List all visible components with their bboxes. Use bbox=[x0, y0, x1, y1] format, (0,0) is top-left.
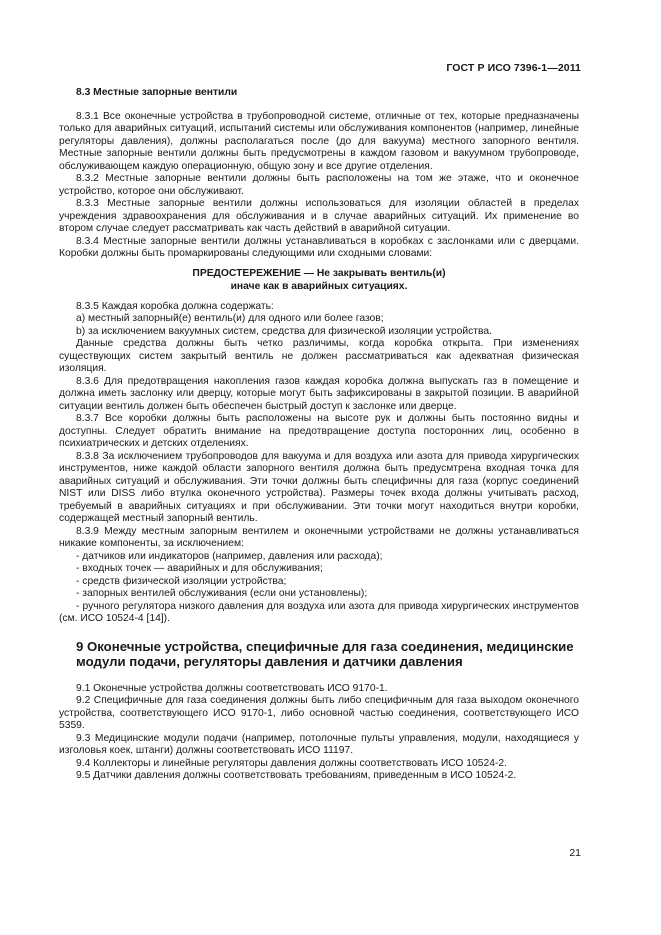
paragraph-9-2: 9.2 Специфичные для газа соединения должны быть либо специфичным для газа выходом оконечного устройства, соответствующего ИСО 9170-1, либо основной частью соединения, соответствующего ИСО 5359. bbox=[59, 695, 579, 731]
dash-item: - ручного регулятора низкого давления для воздуха или азота для привода хирургических инструментов (см. ИСО 10524-4 [14]). bbox=[59, 600, 579, 624]
page-content bbox=[59, 82, 579, 783]
paragraph-9-3: 9.3 Медицинские модули подачи (например, потолочные пульты управления, модули, находящиеся у изголовья коек, штанги) должны соответствовать ИСО 11197. bbox=[59, 732, 579, 756]
section-9-heading-line-1: 9 Оконечные устройства, специфичные для газа соединения, медицинские bbox=[76, 638, 574, 654]
paragraph-8-3-5: 8.3.5 Каждая коробка должна содержать: bbox=[76, 300, 274, 312]
section-8-3-heading: 8.3 Местные запорные вентили bbox=[76, 87, 238, 98]
paragraph-8-3-6: 8.3.6 Для предотвращения накопления газов каждая коробка должна выпускать газ в помещение и должна иметь заслонку или дверцу, которые могут быть зафиксированы в закрытой позиции. В аварийной ситуации вентиль должен быть обеспечен быстрый доступ к заслонке или дверце. bbox=[59, 375, 579, 412]
paragraph-9-5: 9.5 Датчики давления должны соответствовать требованиям, приведенным в ИСО 10524-2. bbox=[76, 770, 517, 781]
dash-item: - запорных вентилей обслуживания (если они установлены); bbox=[76, 588, 368, 599]
standard-header: ГОСТ Р ИСО 7396-1—2011 bbox=[446, 62, 581, 74]
dash-item: - средств физической изоляции устройства; bbox=[76, 575, 287, 587]
warning-block bbox=[59, 267, 579, 293]
paragraph-9-4: 9.4 Коллекторы и линейные регуляторы давления должны соответствовать ИСО 10524-2. bbox=[76, 757, 507, 769]
warning-line-1: ПРЕДОСТЕРЕЖЕНИЕ — Не закрывать вентиль(и) bbox=[192, 267, 446, 279]
list-item-b: b) за исключением вакуумных систем, средства для физической изоляции устройства. bbox=[76, 325, 492, 337]
section-9-heading-line-2: модули подачи, регуляторы давления и датчики давления bbox=[76, 653, 463, 669]
page-number: 21 bbox=[569, 847, 581, 859]
paragraph-8-3-8: 8.3.8 За исключением трубопроводов для вакуума и для воздуха или азота для привода хирургических инструментов, ниже каждой области запорного вентиля должна быть предусмтрена входная точка для аварийных ситуаций и обслуживания. Эти точки должны быть специфичны для газа (корпус соединений NIST или DISS либо втулка оконечного устройства). Размеры точек входа должны учитывать расход, требуемый в аварийных ситуациях и при обслуживании. Эти точки могут находиться внутри коробки, содержащей местный запорный вентиль. bbox=[59, 450, 579, 524]
dash-item: - датчиков или индикаторов (например, давления или расхода); bbox=[76, 550, 383, 562]
paragraph-8-3-1: 8.3.1 Все оконечные устройства в трубопроводной системе, отличные от тех, которые предназначены только для аварийных ситуаций, испытаний системы или обслуживания компонентов (например, линейные регуляторы давления), должны располагаться после (до для вакуума) местного запорного вентиля. Местные запорные вентили должны быть предусмотрены в каждом газовом и вакуумном трубопроводе, обслуживающем каждую операционную, общую зону и все другие отделения. bbox=[59, 110, 579, 172]
paragraph-8-3-7: 8.3.7 Все коробки должны быть расположены на высоте рук и должны быть постоянно видны и доступны. Следует обратить внимание на предотвращение доступа посторонних лиц, особенно в психиатрических и детских отделениях. bbox=[59, 413, 579, 449]
warning-line-2: иначе как в аварийных ситуациях. bbox=[230, 280, 408, 292]
paragraph-8-3-5-note: Данные средства должны быть четко различимы, когда коробка открыта. При изменениях существующих систем закрытый вентиль не должен рассматриваться как адекватная физическая изоляция. bbox=[59, 338, 579, 374]
paragraph-8-3-9: 8.3.9 Между местным запорным вентилем и оконечными устройствами не должны устанавливаться никакие компоненты, за исключением: bbox=[59, 525, 579, 549]
list-item-a: a) местный запорный(е) вентиль(и) для одного или более газов; bbox=[76, 313, 384, 324]
paragraph-9-1: 9.1 Оконечные устройства должны соответствовать ИСО 9170-1. bbox=[76, 682, 388, 694]
paragraph-8-3-2: 8.3.2 Местные запорные вентили должны быть расположены на том же этаже, что и оконечное устройство, которое они обслуживают. bbox=[59, 173, 579, 197]
section-9-heading bbox=[76, 639, 579, 669]
paragraph-8-3-4: 8.3.4 Местные запорные вентили должны устанавливаться в коробках с заслонками или с дверцами. Коробки должны быть промаркированы следующими или сходными словами: bbox=[59, 235, 579, 259]
paragraph-8-3-3: 8.3.3 Местные запорные вентили должны использоваться для изоляции областей в пределах учреждения здравоохранения для обслуживания и в случае аварийных ситуаций. Их применение во втором случае следует рассматривать как часть действий в аварийной ситуации. bbox=[59, 198, 579, 234]
dash-item: - входных точек — аварийных и для обслуживания; bbox=[76, 563, 323, 574]
